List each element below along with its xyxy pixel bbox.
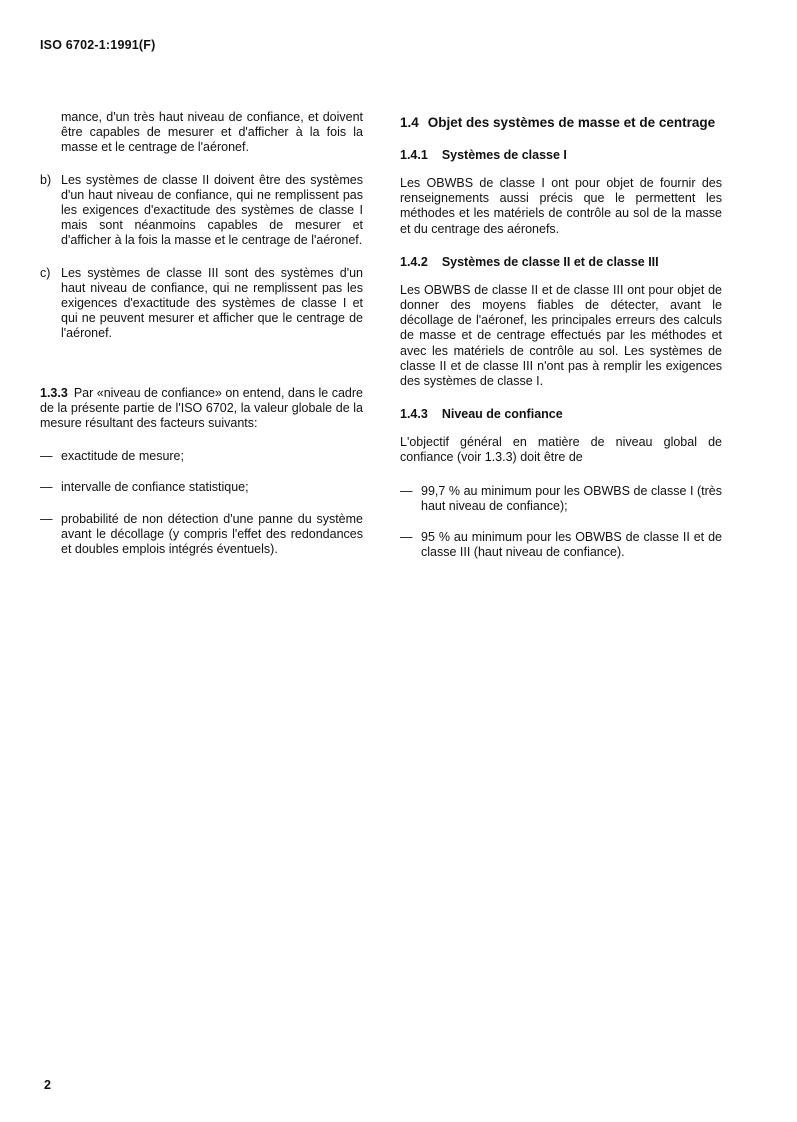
clause-number: 1.3.3 xyxy=(40,385,68,400)
subsection-heading-1-4-1 xyxy=(400,148,722,163)
subsection-title: Niveau de confiance xyxy=(441,407,563,422)
subsection-number: 1.4.1 xyxy=(400,148,428,162)
section-title: Objet des systèmes de masse et de centrage xyxy=(427,115,716,130)
subsection-heading-1-4-2 xyxy=(400,255,722,270)
subsection-text: L'objectif général en matière de niveau global de confiance (voir 1.3.3) doit être de xyxy=(400,435,722,465)
list-item-b xyxy=(40,173,363,249)
continued-paragraph: mance, d'un très haut niveau de confiance, et doivent être capables de mesurer et d'afficher à la fois la masse et le centrage de l'aéronef. xyxy=(61,110,363,155)
subsection-text: Les OBWBS de classe I ont pour objet de fournir des renseignements aussi précis que le permettent les méthodes et les matériels de contrôle au sol de la masse et du centrage des aéronefs. xyxy=(400,176,722,236)
dash-marker: — xyxy=(40,511,53,526)
dash-item xyxy=(40,512,363,558)
list-item-c xyxy=(40,266,363,342)
page-number: 2 xyxy=(44,1078,51,1092)
subsection-text: Les OBWBS de classe II et de classe III ont pour objet de donner des moyens fiables de détecter, avant le décollage de l'aéronef, les principales erreurs des calculs de masse et de centrage effectués par les méthodes et avec les matériels de contrôle au sol. Les systèmes de classe II et de classe III n'ont pas à remplir les exigences des systèmes de classe I. xyxy=(400,282,722,389)
dash-item xyxy=(400,530,722,560)
right-column xyxy=(400,114,722,576)
left-column xyxy=(40,110,363,573)
dash-item xyxy=(40,480,363,495)
dash-marker: — xyxy=(40,480,53,495)
dash-item xyxy=(40,449,363,464)
subsection-number: 1.4.3 xyxy=(400,407,428,422)
section-number: 1.4 xyxy=(400,115,419,130)
subsection-number: 1.4.2 xyxy=(400,254,428,269)
dash-item-text: 95 % au minimum pour les OBWBS de classe II et de classe III (haut niveau de confiance). xyxy=(421,530,722,560)
section-heading-1-4 xyxy=(400,114,722,131)
subsection-title: Systèmes de classe II et de classe III xyxy=(441,254,659,269)
list-item-text: Les systèmes de classe III sont des systèmes d'un haut niveau de confiance, qui ne remplissent pas les exigences d'exactitude des systèmes de classe I et qui ne peuvent mesurer et afficher que le centrage de l'aéronef. xyxy=(61,265,363,341)
dash-marker: — xyxy=(40,449,53,464)
dash-item-text: 99,7 % au minimum pour les OBWBS de classe I (très haut niveau de confiance); xyxy=(421,483,722,513)
list-marker: b) xyxy=(40,172,52,187)
dash-item-text: exactitude de mesure; xyxy=(61,449,184,464)
list-marker: c) xyxy=(40,265,51,280)
dash-item xyxy=(400,484,722,514)
clause-text: Par «niveau de confiance» on entend, dans le cadre de la présente partie de l'ISO 6702, la valeur globale de la mesure résultant des facteurs suivants: xyxy=(40,385,363,431)
document-reference: ISO 6702-1:1991(F) xyxy=(40,38,156,52)
clause-1-3-3 xyxy=(40,386,363,432)
list-item-text: Les systèmes de classe II doivent être des systèmes d'un haut niveau de confiance, qui ne remplissent pas les exigences d'exactitude des systèmes de classe I mais sont néanmoins capables de mesurer et d'afficher à la fois la masse et le centrage de l'aéronef. xyxy=(61,172,363,248)
subsection-heading-1-4-3 xyxy=(400,407,722,422)
dash-marker: — xyxy=(400,483,413,498)
dash-item-text: probabilité de non détection d'une panne du système avant le décollage (y compris l'effet des redondances et doubles emplois intégrés éventuels). xyxy=(61,511,363,557)
subsection-title: Systèmes de classe I xyxy=(441,148,567,162)
dash-marker: — xyxy=(400,530,413,545)
dash-item-text: intervalle de confiance statistique; xyxy=(61,480,249,495)
